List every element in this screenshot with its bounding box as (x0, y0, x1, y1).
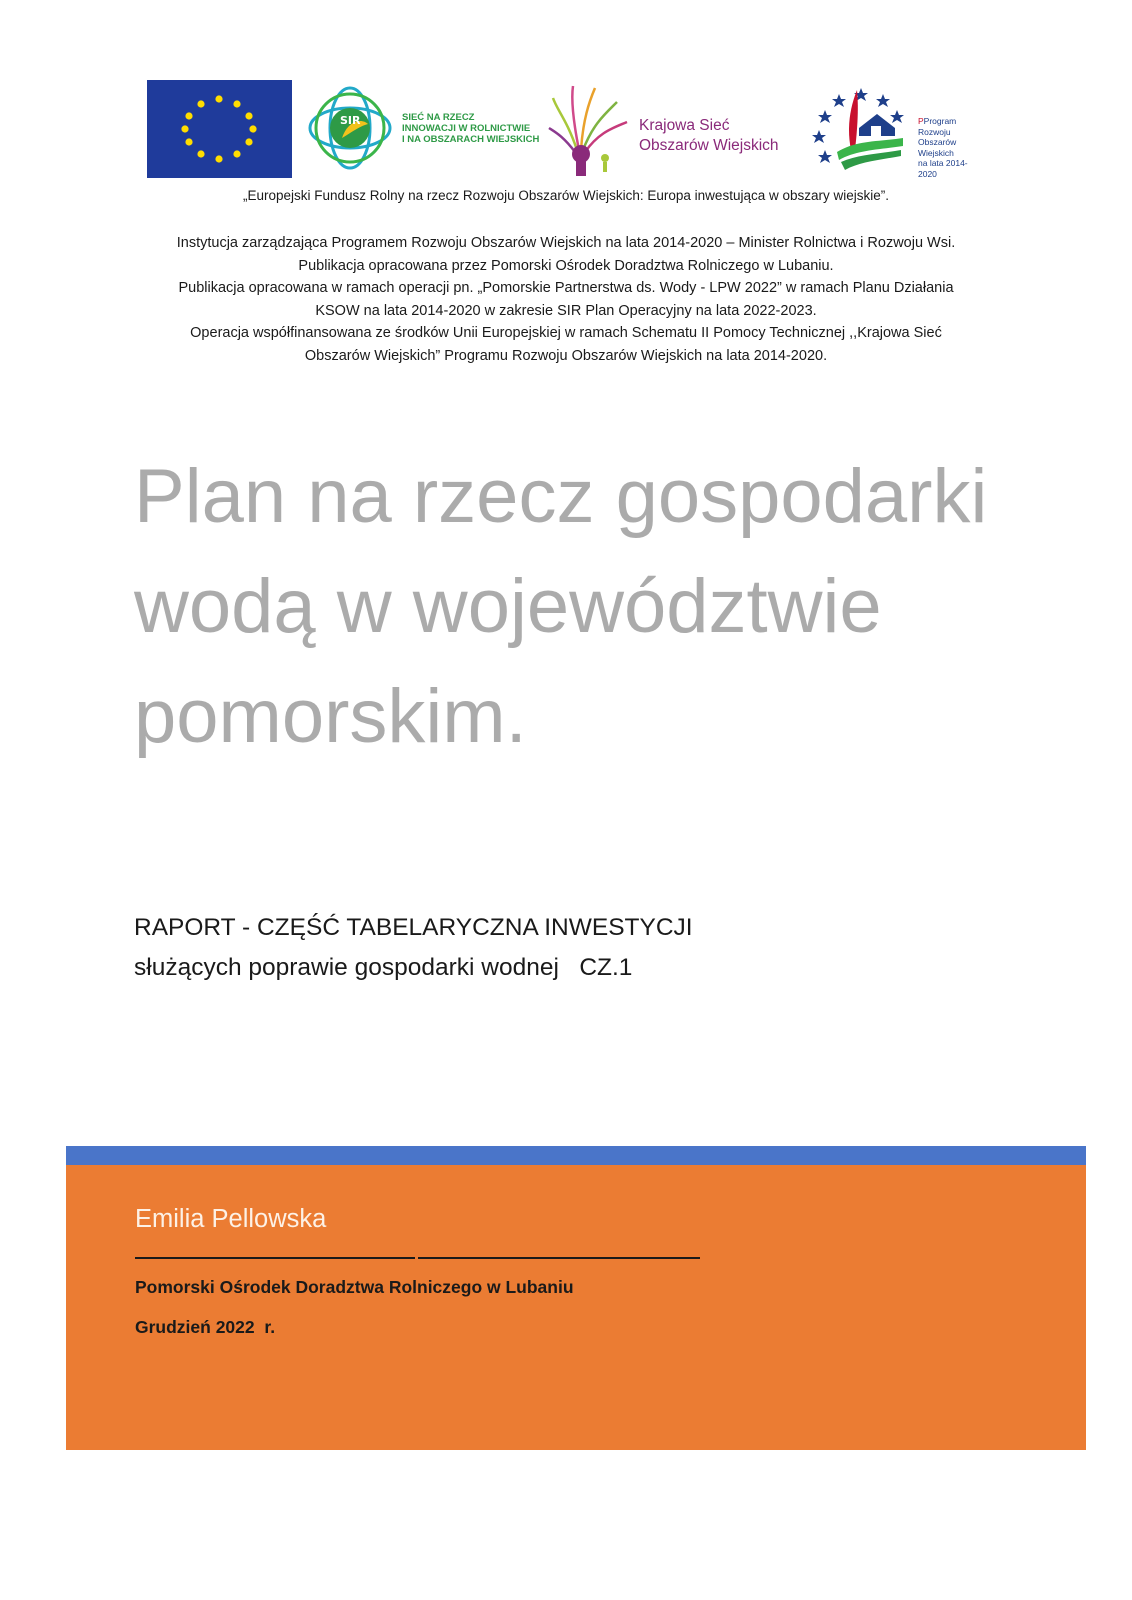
fund-statement: „Europejski Fundusz Rolny na rzecz Rozwoju Obszarów Wiejskich: Europa inwestująca w obszary wiejskie”. (243, 188, 889, 203)
report-line-1: RAPORT - CZĘŚĆ TABELARYCZNA INWESTYCJI (134, 914, 693, 941)
footer-blue-band (66, 1146, 1086, 1165)
title-line: Plan na rzecz gospodarki (134, 454, 988, 539)
info-line: Instytucja zarządzająca Programem Rozwoju Obszarów Wiejskich na lata 2014-2020 – Minister Rolnictwa i Rozwoju Wsi. (176, 235, 956, 251)
signature-line-divider (415, 1255, 418, 1261)
sir-logo (302, 80, 542, 178)
info-line: KSOW na lata 2014-2020 w zakresie SIR Plan Operacyjny na lata 2022-2023. (315, 302, 817, 319)
eu-flag-icon (147, 80, 292, 178)
report-line-2: służących poprawie gospodarki wodnej CZ.1 (134, 954, 633, 981)
prow-text-line: Wiejskich (918, 147, 954, 158)
document-title (134, 442, 1034, 772)
logo-bar (147, 80, 977, 180)
ksow-tree-icon (547, 80, 637, 178)
info-line: Publikacja opracowana w ramach operacji pn. „Pomorskie Partnerstwa ds. Wody - LPW 2022” w ramach Planu Działania (178, 280, 954, 297)
prow-text-line: PProgram (918, 116, 957, 126)
prow-text-line: na lata 2014-2020 (918, 158, 968, 179)
info-line: Publikacja opracowana przez Pomorski Ośrodek Doradztwa Rolniczego w Lubaniu. (298, 257, 834, 274)
sir-text-line: SIEĆ NA RZECZ (402, 112, 475, 123)
ksow-text-line: Krajowa Sieć (639, 117, 730, 134)
svg-text:SIR: SIR (340, 114, 361, 127)
info-line: Operacja współfinansowana ze środków Unii Europejskiej w ramach Schematu II Pomocy Technicznej ,,Krajowa Sieć (190, 325, 942, 342)
footer-panel (66, 1165, 1086, 1450)
title-line: pomorskim. (134, 674, 527, 759)
report-subtitle (134, 908, 693, 988)
sir-emblem-icon (302, 80, 398, 176)
organization-name: Pomorski Ośrodek Doradztwa Rolniczego w Lubaniu (135, 1277, 574, 1297)
prow-emblem-icon (807, 80, 915, 178)
prow-logo (807, 80, 977, 178)
info-line: Obszarów Wiejskich” Programu Rozwoju Obszarów Wiejskich na lata 2014-2020. (304, 347, 828, 364)
author-name: Emilia Pellowska (135, 1205, 327, 1233)
title-line: wodą w województwie (134, 564, 882, 649)
publication-info (0, 232, 1132, 368)
sir-text-line: INNOWACJI W ROLNICTWIE (402, 123, 531, 134)
ksow-logo (547, 80, 802, 178)
prow-text-line: Rozwoju (918, 126, 951, 137)
publication-date: Grudzień 2022 r. (135, 1317, 276, 1337)
ksow-text-line: Obszarów Wiejskich (639, 137, 779, 154)
sir-text-line: I NA OBSZARACH WIEJSKICH (402, 134, 540, 145)
prow-text-line: Obszarów (918, 137, 957, 147)
